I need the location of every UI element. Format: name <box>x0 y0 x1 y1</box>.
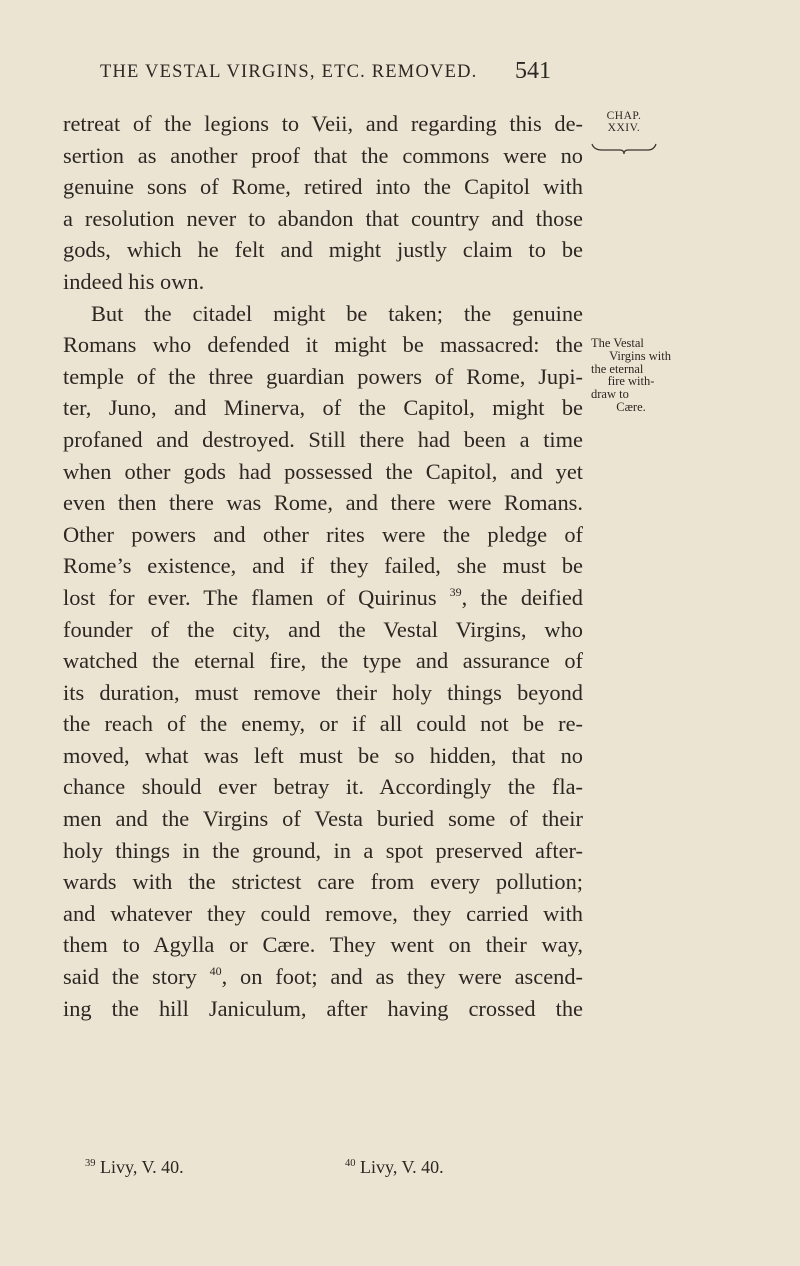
brace-ornament <box>590 142 658 156</box>
text-line: temple of the three guardian powers of Rome, Jupi- <box>63 363 583 389</box>
text-line: retreat of the legions to Veii, and regarding this de- <box>63 111 583 136</box>
text-fragment: , on foot; and as they were ascend- <box>221 964 583 990</box>
text-line: its duration, must remove their holy things beyond <box>63 679 583 705</box>
chapter-marker <box>600 110 648 134</box>
text-line: sertion as another proof that the commons were no <box>63 142 583 168</box>
chapter-label: CHAP. <box>606 110 642 122</box>
text-line: But the citadel might be taken; the genuine <box>91 300 583 326</box>
text-line: gods, which he felt and might justly claim to be <box>63 237 583 263</box>
marginal-note-line: The Vestal <box>591 336 644 350</box>
text-fragment: said the story <box>63 964 197 990</box>
text-line: watched the eternal fire, the type and assurance of <box>63 648 583 674</box>
footnote-40 <box>345 1157 444 1178</box>
marginal-note-line: Cære. <box>616 399 646 414</box>
marginal-note-line: fire with- <box>607 374 655 389</box>
footnote-39 <box>85 1157 184 1178</box>
text-fragment: lost for ever. The flamen of Quirinus <box>63 584 437 610</box>
footnote-text: Livy, V. 40. <box>360 1157 444 1177</box>
footnotes <box>85 1157 585 1187</box>
text-line: ter, Juno, and Minerva, of the Capitol, might be <box>63 395 583 421</box>
text-line: a resolution never to abandon that country and those <box>63 205 583 231</box>
text-line: ing the hill Janiculum, after having crossed the <box>63 995 583 1021</box>
text-line: men and the Virgins of Vesta buried some of their <box>63 806 583 832</box>
text-line: even then there was Rome, and there were Romans. <box>63 490 583 516</box>
text-line: genuine sons of Rome, retired into the Capitol with <box>63 174 583 200</box>
footnote-marker: 40 <box>345 1158 356 1169</box>
text-line: holy things in the ground, in a spot preserved after- <box>63 837 583 863</box>
footnote-ref-40: 40 <box>209 964 222 979</box>
text-line: indeed his own. <box>63 268 205 294</box>
text-line: them to Agylla or Cære. They went on their way, <box>63 932 583 958</box>
body-text <box>63 108 583 1024</box>
text-line: Other powers and other rites were the pledge of <box>63 521 583 547</box>
footnote-text: Livy, V. 40. <box>100 1157 184 1177</box>
text-line: Rome’s existence, and if they failed, she must be <box>63 553 583 579</box>
marginal-note-line: the eternal <box>591 361 644 376</box>
text-line-with-footnote <box>63 582 583 614</box>
text-line: wards with the strictest care from every pollution; <box>63 869 583 895</box>
running-title: THE VESTAL VIRGINS, ETC. REMOVED. <box>100 62 478 82</box>
text-line: founder of the city, and the Vestal Virgins, who <box>63 616 583 642</box>
page-number: 541 <box>515 58 551 84</box>
text-line: chance should ever betray it. Accordingly the fla- <box>63 774 583 800</box>
marginal-note-line: Virgins with <box>609 348 671 363</box>
text-line: when other gods had possessed the Capitol, and yet <box>63 458 583 484</box>
text-line: the reach of the enemy, or if all could not be re- <box>63 711 583 737</box>
text-line-with-footnote <box>63 961 583 993</box>
text-fragment: , the deified <box>461 584 583 610</box>
text-line: and whatever they could remove, they carried with <box>63 900 583 926</box>
text-line: Romans who defended it might be massacred: the <box>63 332 583 358</box>
text-line: profaned and destroyed. Still there had been a time <box>63 426 583 452</box>
footnote-ref-39: 39 <box>449 584 462 599</box>
marginal-note-line: draw to <box>591 387 629 402</box>
text-line: moved, what was left must be so hidden, that no <box>63 742 583 768</box>
footnote-marker: 39 <box>85 1158 96 1169</box>
chapter-number: XXIV. <box>607 122 641 134</box>
marginal-note <box>591 337 671 414</box>
